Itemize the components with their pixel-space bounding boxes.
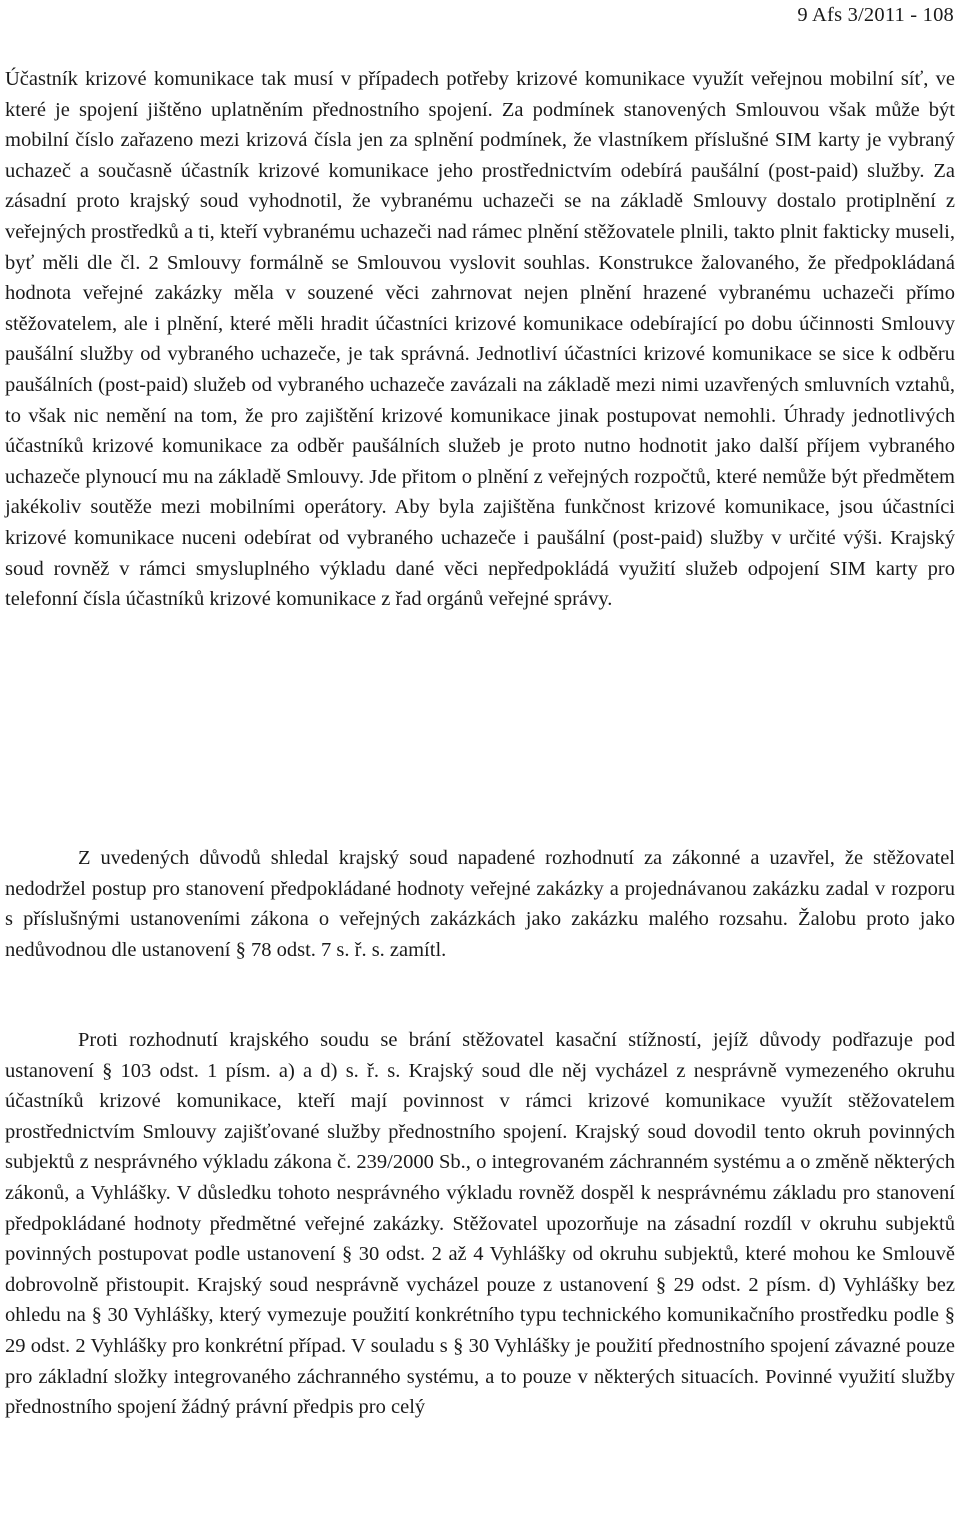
paragraph-3: Proti rozhodnutí krajského soudu se brání stěžovatel kasační stížností, jejíž důvody podřazuje pod ustanovení § 103 odst. 1 písm. a) a d) s. ř. s. Krajský soud dle něj vycházel z nesprávně vymezeného okruhu účastníků krizové komunikace, kteří mají povinnost v rámci krizové komunikace využít stěžovatelem prostřednictvím Smlouvy zajišťované služby přednostního spojení. Krajský soud dovodil tento okruh povinných subjektů z nesprávného výkladu zákona č. 239/2000 Sb., o integrovaném záchranném systému a o změně některých zákonů, a Vyhlášky. V důsledku tohoto nesprávného výkladu rovněž dospěl k nesprávnému základu pro stanovení předpokládané hodnoty předmětné veřejné zakázky. Stěžovatel upozorňuje na zásadní rozdíl v okruhu subjektů povinných postupovat podle ustanovení § 30 odst. 2 až 4 Vyhlášky od okruhu subjektů, které mohou ke Smlouvě dobrovolně přistoupit. Krajský soud nesprávně vycházel pouze z ustanovení § 29 odst. 2 písm. d) Vyhlášky bez ohledu na § 30 Vyhlášky, který vymezuje použití konkrétního typu technického komunikačního prostředku podle § 29 odst. 2 Vyhlášky pro konkrétní případ. V souladu s § 30 Vyhlášky je použití přednostního spojení závazné pouze pro základní složky integrovaného záchranného systému, a to pouze v některých situacích. Povinné využití služby přednostního spojení žádný právní předpis pro celý [5, 1029, 955, 1419]
paragraph-2: Z uvedených důvodů shledal krajský soud napadené rozhodnutí za zákonné a uzavřel, že stěžovatel nedodržel postup pro stanovení předpokládané hodnoty veřejné zakázky a projednávanou zakázku zadal v rozporu s příslušnými ustanoveními zákona o veřejných zakázkách jako zakázku malého rozsahu. Žalobu proto jako nedůvodnou dle ustanovení § 78 odst. 7 s. ř. s. zamítl. [5, 847, 955, 961]
case-number-header: 9 Afs 3/2011 - 108 [797, 4, 954, 26]
paragraph-1: Účastník krizové komunikace tak musí v případech potřeby krizové komunikace využít veřejnou mobilní síť, ve které je spojení jištěno uplatněním přednostního spojení. Za podmínek stanovených Smlouvou však může být mobilní číslo zařazeno mezi krizová čísla jen za splnění podmínek, že vlastníkem příslušné SIM karty je vybraný uchazeč a současně účastník krizové komunikace jeho prostřednictvím odebírá paušální (post-paid) služby. Za zásadní proto krajský soud vyhodnotil, že vybranému uchazeči se na základě Smlouvy dostalo protiplnění z veřejných prostředků a ti, kteří vybranému uchazeči nad rámec plnění stěžovatele plnili, takto plnit fakticky museli, byť měli dle čl. 2 Smlouvy formálně se Smlouvou vyslovit souhlas. Konstrukce žalovaného, že předpokládaná hodnota veřejné zakázky měla v souzené věci zahrnovat nejen plnění hrazené vybranému uchazeči přímo stěžovatelem, ale i plnění, které měli hradit účastníci krizové komunikace odebírající po dobu účinnosti Smlouvy paušální služby od vybraného uchazeče, je tak správná. Jednotliví účastníci krizové komunikace se sice k odběru paušálních (post-paid) služeb od vybraného uchazeče zavázali na základě mezi nimi uzavřených smluvních vztahů, to však nic nemění na tom, že pro zajištění krizové komunikace jinak postupovat nemohli. Úhrady jednotlivých účastníků krizové komunikace za odběr paušálních služeb je proto nutno hodnotit jako další příjem vybraného uchazeče plynoucí mu na základě Smlouvy. Jde přitom o plnění z veřejných rozpočtů, které nemůže být předmětem jakékoliv soutěže mezi mobilními operátory. Aby byla zajištěna funkčnost krizové komunikace, jsou účastníci krizové komunikace nuceni odebírat od vybraného uchazeče i paušální (post-paid) služby v určité výši. Krajský soud rovněž v rámci smysluplného výkladu dané věci nepředpokládá využití služeb odpojení SIM karty pro telefonní čísla účastníků krizové komunikace z řad orgánů veřejné správy. [5, 68, 955, 611]
